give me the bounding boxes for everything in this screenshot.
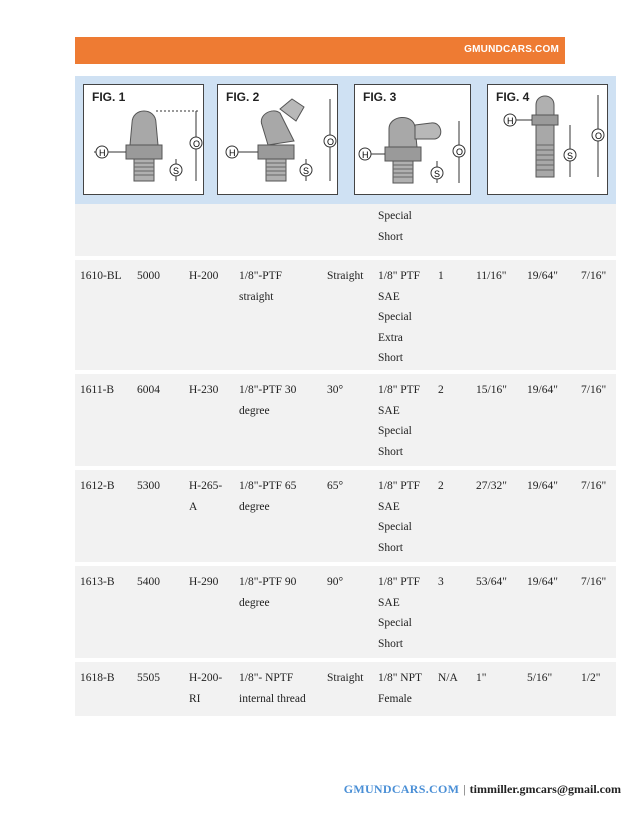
cell-line: 1/8" NPT (378, 672, 422, 684)
cell-line: 6004 (137, 384, 160, 396)
cell-o-dimension (476, 668, 486, 689)
cell-line: 53/64" (476, 576, 507, 588)
cell-line: H-265- (189, 480, 223, 492)
cell-alt-number (137, 380, 160, 401)
extended-fitting-diagram (488, 85, 607, 194)
cell-line: 1/8" PTF (378, 576, 421, 588)
cell-line: SAE (378, 596, 400, 609)
footer-separator: | (463, 782, 466, 796)
cell-angle (327, 572, 343, 593)
cell-line: SAE (378, 290, 400, 303)
cell-part-number (80, 380, 114, 401)
cell-line: 1/8"-PTF 30 (239, 384, 297, 396)
cell-h-dimension (581, 476, 606, 497)
cell-thread-spec (239, 668, 306, 709)
cell-line: 5400 (137, 576, 160, 588)
cell-line: 5000 (137, 270, 160, 282)
dim-o-label-1: O (193, 139, 201, 149)
figure-3 (354, 84, 471, 195)
cell-line: H-200- (189, 672, 223, 684)
cell-h-number (189, 572, 218, 593)
cell-fig-number (438, 572, 444, 593)
cell-line: 1/8" PTF (378, 270, 421, 282)
cell-h-dimension (581, 380, 606, 401)
cell-line: N/A (438, 672, 458, 684)
dim-h-label-1: H (99, 148, 106, 158)
cell-line: Special (378, 311, 412, 324)
cell-angle (327, 266, 363, 287)
cell-s-dimension (527, 266, 558, 287)
figure-3-label: FIG. 3 (363, 90, 397, 104)
cell-line: degree (239, 500, 270, 513)
cell-line: Special (378, 521, 412, 534)
ninety-degree-fitting-diagram (355, 85, 470, 194)
cell-line: 2 (438, 384, 444, 396)
cell-line: 15/16" (476, 384, 507, 396)
cell-line: 30° (327, 384, 344, 396)
cell-line: RI (189, 692, 201, 705)
cell-thread-type (378, 572, 420, 654)
cell-line: Short (378, 352, 403, 365)
cell-s-dimension (527, 476, 558, 497)
cell-line: degree (239, 596, 270, 609)
cell-thread-type (378, 668, 422, 709)
cell-line: Extra (378, 331, 403, 344)
dim-s-label-1: S (173, 166, 180, 176)
cell-line: SAE (378, 500, 400, 513)
cell-h-dimension (581, 668, 600, 689)
cell-part-number (80, 476, 115, 497)
cell-line: 1/8"-PTF 90 (239, 576, 297, 588)
cell-line: 5/16" (527, 672, 553, 684)
cell-line: 1612-B (80, 480, 115, 492)
cell-line: internal thread (239, 692, 306, 705)
figure-2-label: FIG. 2 (226, 90, 260, 104)
cell-angle (327, 380, 343, 401)
cell-s-dimension (527, 380, 558, 401)
cell-thread-type (378, 476, 420, 558)
cell-line: 1610-BL (80, 270, 122, 282)
cell-fig-number (438, 668, 458, 689)
cell-line: 19/64" (527, 480, 558, 492)
cell-line: straight (239, 290, 274, 303)
cell-h-number (189, 668, 222, 709)
cell-line: 1/8" PTF (378, 384, 421, 396)
footer-site-link[interactable]: GMUNDCARS.COM (343, 782, 460, 796)
cell-h-number (189, 266, 218, 287)
cell-line: Short (378, 230, 403, 243)
cell-fig-number (438, 266, 444, 287)
cell-line: Straight (327, 672, 364, 684)
cell-line: 1 (438, 270, 444, 282)
dim-s-label-4: S (567, 151, 574, 161)
cell-line: 5300 (137, 480, 160, 492)
table-row (75, 662, 616, 716)
cell-line: 1/8" PTF (378, 480, 421, 492)
figure-4 (487, 84, 608, 195)
dim-s-label-3: S (434, 169, 441, 179)
cell-s-dimension (527, 668, 552, 689)
cell-line: Female (378, 692, 412, 705)
cell-h-dimension (581, 572, 606, 593)
cell-line: SAE (378, 404, 400, 417)
cell-o-dimension (476, 572, 507, 593)
cell-o-dimension (476, 380, 507, 401)
footer (344, 782, 621, 797)
straight-fitting-diagram (84, 85, 203, 194)
dim-h-label-4: H (507, 116, 514, 126)
cell-thread-type (378, 206, 412, 247)
cell-alt-number (137, 572, 160, 593)
cell-line: 90° (327, 576, 344, 588)
cell-o-dimension (476, 266, 506, 287)
cell-part-number (80, 668, 115, 689)
cell-alt-number (137, 476, 160, 497)
cell-line: Special (378, 617, 412, 630)
cell-thread-spec (239, 380, 296, 421)
cell-line: 1/8"-PTF 65 (239, 480, 297, 492)
cell-alt-number (137, 266, 160, 287)
table-row (75, 260, 616, 370)
cell-line: H-230 (189, 384, 219, 396)
cell-line: Special (378, 425, 412, 438)
cell-line: H-290 (189, 576, 219, 588)
cell-line: 3 (438, 576, 444, 588)
header-banner (75, 37, 565, 64)
cell-thread-spec (239, 572, 296, 613)
cell-line: 5505 (137, 672, 160, 684)
table-row (75, 204, 616, 256)
cell-o-dimension (476, 476, 507, 497)
cell-line: 1/8"- NPTF (239, 672, 294, 684)
figure-1 (83, 84, 204, 195)
cell-part-number (80, 266, 122, 287)
cell-fig-number (438, 380, 444, 401)
cell-angle (327, 668, 363, 689)
cell-thread-type (378, 266, 420, 369)
dim-o-label-4: O (595, 131, 603, 141)
cell-line: 19/64" (527, 384, 558, 396)
cell-line: 19/64" (527, 270, 558, 282)
cell-line: Special (378, 210, 412, 222)
cell-alt-number (137, 668, 160, 689)
cell-angle (327, 476, 343, 497)
cell-line: Straight (327, 270, 364, 282)
cell-line: 1613-B (80, 576, 115, 588)
cell-line: 7/16" (581, 384, 607, 396)
cell-line: H-200 (189, 270, 219, 282)
cell-thread-spec (239, 476, 296, 517)
dim-h-label-2: H (229, 148, 236, 158)
angled-fitting-diagram (218, 85, 337, 194)
cell-thread-spec (239, 266, 282, 307)
cell-line: 1618-B (80, 672, 115, 684)
header-site-name[interactable]: GMUNDCARS.COM (464, 44, 559, 55)
cell-line: 65° (327, 480, 344, 492)
cell-line: Short (378, 541, 403, 554)
cell-line: degree (239, 404, 270, 417)
cell-line: 7/16" (581, 576, 607, 588)
cell-h-number (189, 380, 218, 401)
dim-h-label-3: H (362, 150, 369, 160)
cell-fig-number (438, 476, 444, 497)
dim-o-label-2: O (327, 137, 335, 147)
cell-line: 19/64" (527, 576, 558, 588)
table-row (75, 374, 616, 466)
figure-panel (75, 76, 616, 204)
cell-line: Short (378, 445, 403, 458)
cell-line: 2 (438, 480, 444, 492)
cell-line: 1/2" (581, 672, 601, 684)
cell-s-dimension (527, 572, 558, 593)
figure-4-label: FIG. 4 (496, 90, 530, 104)
table-row (75, 566, 616, 658)
table-row (75, 470, 616, 562)
figure-2 (217, 84, 338, 195)
cell-h-dimension (581, 266, 606, 287)
cell-line: 1611-B (80, 384, 115, 396)
cell-h-number (189, 476, 222, 517)
cell-line: 1/8"-PTF (239, 270, 283, 282)
cell-line: 7/16" (581, 270, 607, 282)
dim-o-label-3: O (456, 147, 464, 157)
cell-line: 27/32" (476, 480, 507, 492)
cell-line: 1" (476, 672, 487, 684)
cell-thread-type (378, 380, 420, 462)
cell-line: 11/16" (476, 270, 507, 282)
dim-s-label-2: S (303, 166, 310, 176)
cell-line: Short (378, 637, 403, 650)
figure-1-label: FIG. 1 (92, 90, 126, 104)
cell-line: A (189, 500, 198, 513)
cell-line: 7/16" (581, 480, 607, 492)
cell-part-number (80, 572, 115, 593)
footer-email[interactable]: timmiller.gmcars@gmail.com (469, 782, 621, 796)
